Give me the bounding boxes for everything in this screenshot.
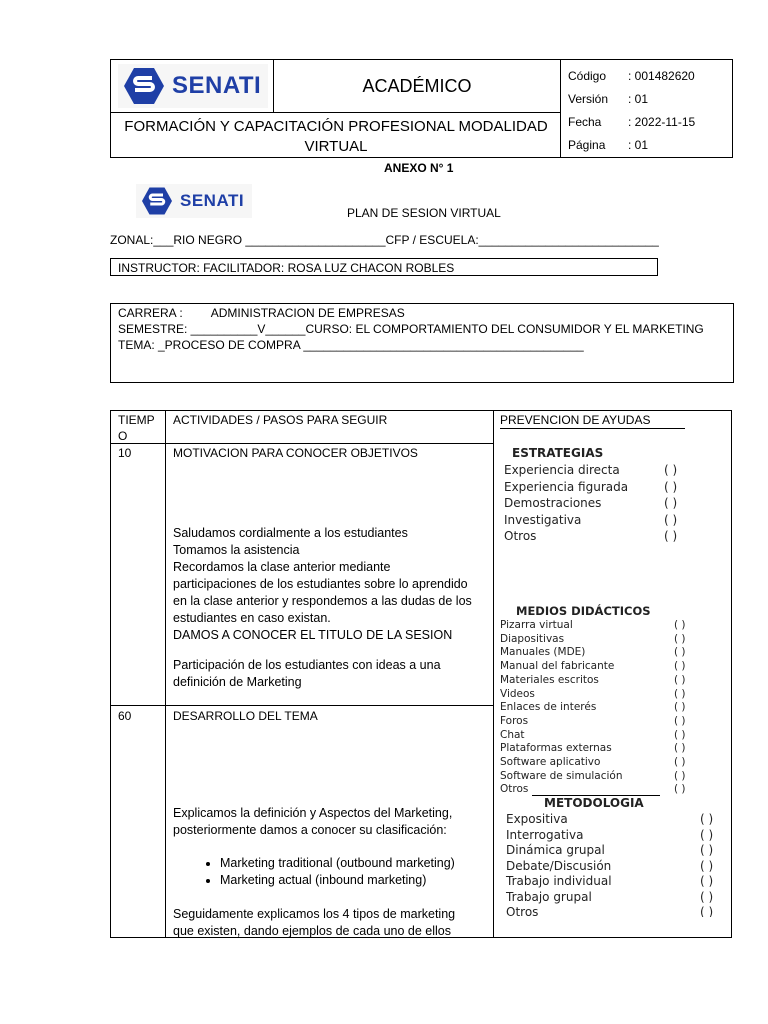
meta-label: Fecha — [568, 115, 602, 129]
header-meta — [568, 68, 728, 160]
list-item: Debate/Discusión — [506, 858, 612, 873]
medios-list — [500, 619, 700, 797]
col-aids-header: PREVENCION DE AYUDAS — [500, 413, 651, 427]
checkbox[interactable]: ( ) — [700, 905, 714, 917]
list-item: Manual del fabricante — [500, 660, 615, 673]
row2-text2: Seguidamente explicamos los 4 tipos de marketing que existen, dando ejemplos de cada uno de ellos — [173, 907, 456, 938]
checkbox[interactable]: ( ) — [700, 812, 714, 826]
checkbox[interactable]: ( ) — [664, 529, 678, 543]
carrera-line — [118, 305, 405, 321]
list-item: Trabajo grupal — [506, 889, 592, 904]
checkbox[interactable]: ( ) — [700, 827, 714, 842]
senati-logo — [118, 64, 268, 108]
tema-line: TEMA: _PROCESO DE COMPRA __________________________________________ — [118, 338, 584, 352]
checkbox[interactable]: ( ) — [674, 701, 686, 714]
checkbox[interactable]: ( ) — [674, 632, 686, 645]
carrera-label: CARRERA : — [118, 306, 183, 320]
list-item: Plataformas externas — [500, 742, 612, 755]
checkbox[interactable]: ( ) — [700, 858, 714, 873]
list-item: Software aplicativo — [500, 756, 601, 769]
checkbox[interactable]: ( ) — [674, 660, 686, 673]
checkbox[interactable]: ( ) — [664, 463, 678, 477]
metodologia-title: METODOLOGIA — [544, 796, 644, 810]
col-time-header: TIEMP O — [118, 413, 155, 443]
checkbox[interactable]: ( ) — [664, 496, 678, 510]
list-item: Chat — [500, 728, 525, 741]
list-item: Otros — [504, 529, 537, 543]
list-item: Materiales escritos — [500, 673, 599, 686]
annex-label: ANEXO N° 1 — [384, 161, 454, 175]
list-item: Trabajo individual — [506, 874, 612, 888]
zonal-line: ZONAL:___RIO NEGRO _____________________CFP / ESCUELA:___________________________ — [110, 233, 659, 247]
list-item: Pizarra virtual — [500, 619, 573, 631]
carrera-value: ADMINISTRACION DE EMPRESAS — [210, 306, 405, 320]
list-item: Dinámica grupal — [506, 843, 605, 857]
list-item: Otros — [500, 783, 529, 796]
list-item: • Marketing traditional (outbound marketing) — [220, 855, 530, 872]
meta-value: : 01 — [628, 92, 649, 106]
meta-value: : 2022-11-15 — [628, 115, 696, 129]
logo-text: SENATI — [172, 72, 262, 99]
header-title: ACADÉMICO — [362, 76, 472, 96]
row1-text: Saludamos cordialmente a los estudiantes Tomamos la asistencia Recordamos la clase anterior mediante participaciones de los estudiantes sobre lo aprendido en la clase anterior y respondemos a las dudas de los estudiantes en caso existan. DAMOS A CONOCER EL TITULO DE LA SESION — [173, 526, 472, 642]
list-item: Experiencia directa — [504, 463, 620, 477]
checkbox[interactable]: ( ) — [700, 874, 714, 888]
list-item: Enlaces de interés — [500, 701, 597, 714]
checkbox[interactable]: ( ) — [674, 783, 686, 796]
list-item: Software de simulación — [500, 769, 623, 782]
row2-title: DESARROLLO DEL TEMA — [173, 709, 318, 723]
checkbox[interactable]: ( ) — [674, 714, 686, 727]
estrategias-list — [504, 462, 694, 545]
senati-emblem-icon — [140, 186, 174, 216]
list-item: Investigativa — [504, 512, 582, 527]
list-item: Otros — [506, 905, 539, 917]
row1-text2: Participación de los estudiantes con ideas a una definición de Marketing — [173, 658, 441, 689]
meta-label: Página — [568, 138, 606, 152]
checkbox[interactable]: ( ) — [674, 619, 686, 631]
checkbox[interactable]: ( ) — [674, 687, 686, 700]
checkbox[interactable]: ( ) — [674, 742, 686, 755]
checkbox[interactable]: ( ) — [674, 673, 686, 686]
checkbox[interactable]: ( ) — [700, 843, 714, 857]
col-activities-header: ACTIVIDADES / PASOS PARA SEGUIR — [173, 413, 388, 427]
list-item: • Marketing actual (inbound marketing) — [220, 872, 530, 889]
checkbox[interactable]: ( ) — [674, 646, 686, 659]
list-item: Interrogativa — [506, 827, 584, 842]
instructor-line: INSTRUCTOR: FACILITADOR: ROSA LUZ CHACON ROBLES — [118, 261, 455, 275]
medios-title: MEDIOS DIDÁCTICOS — [516, 604, 651, 618]
row2-bullets — [180, 855, 530, 889]
semestre-line: SEMESTRE: __________V______CURSO: EL COMPORTAMIENTO DEL CONSUMIDOR Y EL MARKETING — [118, 322, 704, 336]
list-item: Manuales (MDE) — [500, 646, 586, 659]
meta-value: : 01 — [628, 138, 649, 152]
list-item: Videos — [500, 687, 535, 700]
list-item: Experiencia figurada — [504, 479, 629, 494]
metodologia-list — [506, 812, 728, 917]
meta-label: Código — [568, 69, 607, 83]
senati-logo-small — [136, 184, 252, 218]
list-item: Expositiva — [506, 812, 568, 826]
list-item: Demostraciones — [504, 496, 602, 510]
row1-time: 10 — [118, 446, 132, 460]
checkbox[interactable]: ( ) — [664, 479, 678, 494]
row2-time: 60 — [118, 709, 132, 723]
estrategias-title: ESTRATEGIAS — [512, 446, 604, 460]
checkbox[interactable]: ( ) — [664, 512, 678, 527]
row2-text: Explicamos la definición y Aspectos del Marketing, posteriormente damos a conocer su clasificación: — [173, 806, 453, 837]
senati-emblem-icon — [122, 66, 166, 106]
header-subtitle: FORMACIÓN Y CAPACITACIÓN PROFESIONAL MODALIDAD VIRTUAL — [124, 118, 548, 155]
row1-title: MOTIVACION PARA CONOCER OBJETIVOS — [173, 446, 418, 460]
aids-panel — [496, 440, 728, 917]
list-item: Foros — [500, 714, 529, 727]
list-item: Diapositivas — [500, 632, 565, 645]
checkbox[interactable]: ( ) — [700, 889, 714, 904]
logo-text: SENATI — [180, 191, 245, 210]
plan-title: PLAN DE SESION VIRTUAL — [347, 206, 501, 220]
meta-value: : 001482620 — [628, 69, 695, 83]
checkbox[interactable]: ( ) — [674, 769, 686, 782]
meta-label: Versión — [568, 92, 609, 106]
checkbox[interactable]: ( ) — [674, 728, 686, 741]
checkbox[interactable]: ( ) — [674, 756, 686, 769]
